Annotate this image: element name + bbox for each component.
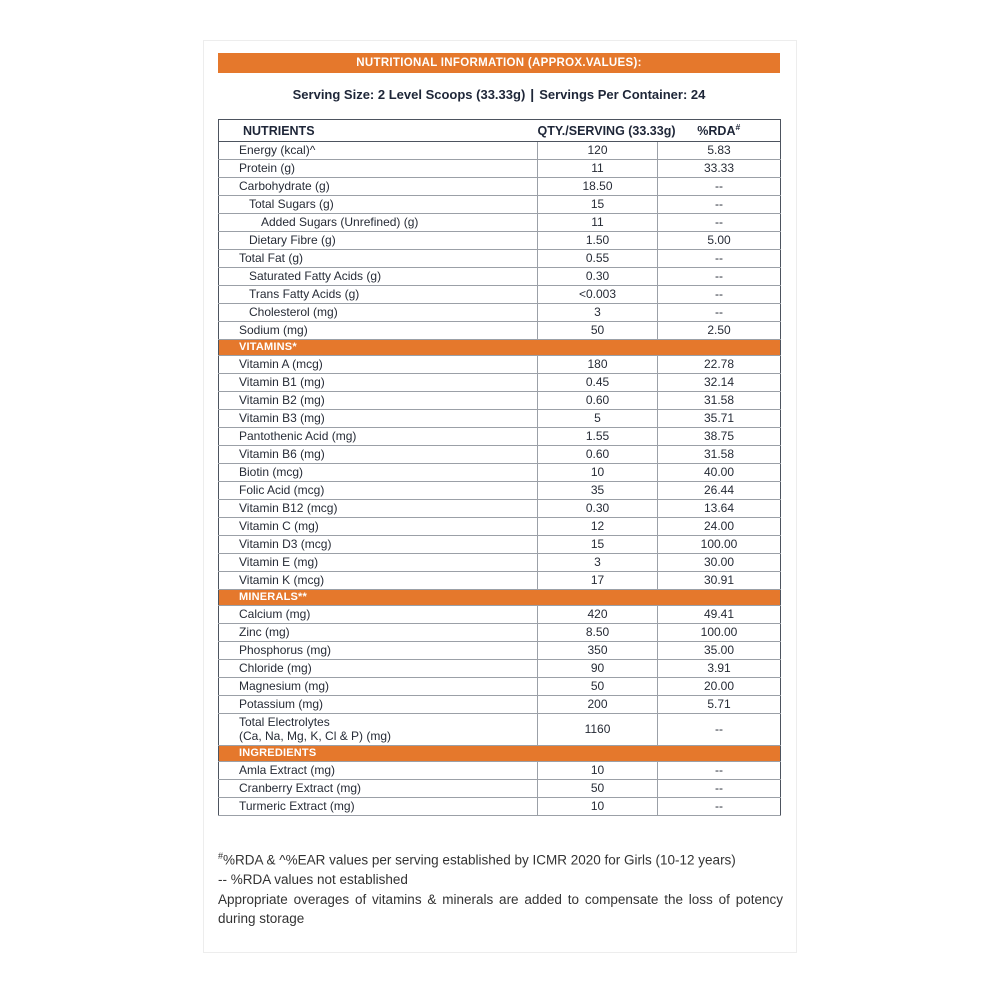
table-row (219, 178, 781, 196)
nutrient-label: Vitamin B6 (mg) (219, 446, 538, 464)
table-row (219, 536, 781, 554)
qty-value: 3 (538, 304, 658, 322)
rda-value: 31.58 (658, 446, 781, 464)
nutrient-label: Sodium (mg) (219, 322, 538, 340)
rda-value: 26.44 (658, 482, 781, 500)
rda-value: 5.83 (658, 142, 781, 160)
qty-value: 50 (538, 322, 658, 340)
nutrient-label: Phosphorus (mg) (219, 642, 538, 660)
nutrient-label: Vitamin B2 (mg) (219, 392, 538, 410)
column-header-qty-serving: QTY./SERVING (33.33g) (538, 120, 658, 142)
rda-value: 40.00 (658, 464, 781, 482)
qty-value: 10 (538, 464, 658, 482)
table-row (219, 714, 781, 746)
qty-value: 11 (538, 160, 658, 178)
qty-value: 0.55 (538, 250, 658, 268)
qty-value: 18.50 (538, 178, 658, 196)
rda-value: 2.50 (658, 322, 781, 340)
nutrient-label: Trans Fatty Acids (g) (219, 286, 538, 304)
nutrient-label: Total Fat (g) (219, 250, 538, 268)
qty-value: 0.60 (538, 446, 658, 464)
table-row (219, 304, 781, 322)
rda-value: -- (658, 178, 781, 196)
qty-value: 17 (538, 572, 658, 590)
rda-value: -- (658, 196, 781, 214)
nutrient-label: Vitamin K (mcg) (219, 572, 538, 590)
table-row (219, 696, 781, 714)
rda-value: -- (658, 286, 781, 304)
table-row (219, 322, 781, 340)
nutrient-label: Vitamin E (mg) (219, 554, 538, 572)
nutrient-label: Chloride (mg) (219, 660, 538, 678)
rda-value: 30.91 (658, 572, 781, 590)
table-row (219, 518, 781, 536)
qty-value: 0.30 (538, 500, 658, 518)
nutrient-label: Vitamin D3 (mcg) (219, 536, 538, 554)
rda-value: 100.00 (658, 536, 781, 554)
rda-value: -- (658, 780, 781, 798)
label-card (203, 40, 797, 953)
section-header-vitamins (219, 340, 781, 356)
table-row (219, 554, 781, 572)
rda-value: 5.00 (658, 232, 781, 250)
table-row (219, 392, 781, 410)
rda-value: -- (658, 214, 781, 232)
qty-value: 0.45 (538, 374, 658, 392)
table-row (219, 250, 781, 268)
rda-value: 35.71 (658, 410, 781, 428)
nutrient-label: Cholesterol (mg) (219, 304, 538, 322)
nutrient-label: Vitamin B3 (mg) (219, 410, 538, 428)
nutrient-label: Cranberry Extract (mg) (219, 780, 538, 798)
table-row (219, 624, 781, 642)
table-row (219, 446, 781, 464)
qty-value: 11 (538, 214, 658, 232)
section-header-label: INGREDIENTS (219, 746, 781, 762)
rda-value: -- (658, 250, 781, 268)
rda-value: -- (658, 304, 781, 322)
section-header-ingredients (219, 746, 781, 762)
nutrient-label: Pantothenic Acid (mg) (219, 428, 538, 446)
nutrient-label: Potassium (mg) (219, 696, 538, 714)
rda-value: 5.71 (658, 696, 781, 714)
nutrient-label: Protein (g) (219, 160, 538, 178)
rda-value: -- (658, 762, 781, 780)
column-header-rda: %RDA# (658, 120, 781, 142)
table-row (219, 374, 781, 392)
qty-value: 1160 (538, 714, 658, 746)
serving-size-text: Serving Size: 2 Level Scoops (33.33g) (292, 87, 526, 102)
table-row (219, 214, 781, 232)
qty-value: 90 (538, 660, 658, 678)
qty-value: 420 (538, 606, 658, 624)
table-row (219, 160, 781, 178)
rda-value: 13.64 (658, 500, 781, 518)
table-row (219, 428, 781, 446)
qty-value: 10 (538, 762, 658, 780)
footnote: Appropriate overages of vitamins & minerals are added to compensate the loss of potency during storage (218, 891, 783, 926)
rda-value: -- (658, 268, 781, 286)
footnote: -- %RDA values not established (218, 872, 408, 887)
nutrition-table (218, 119, 781, 816)
rda-value: 22.78 (658, 356, 781, 374)
qty-value: <0.003 (538, 286, 658, 304)
nutrient-label: Biotin (mcg) (219, 464, 538, 482)
nutrient-label: Turmeric Extract (mg) (219, 798, 538, 816)
nutrient-label: Vitamin B1 (mg) (219, 374, 538, 392)
qty-value: 200 (538, 696, 658, 714)
qty-value: 10 (538, 798, 658, 816)
rda-value: 20.00 (658, 678, 781, 696)
qty-value: 1.55 (538, 428, 658, 446)
table-row (219, 780, 781, 798)
rda-value: 35.00 (658, 642, 781, 660)
table-row (219, 678, 781, 696)
qty-value: 1.50 (538, 232, 658, 250)
section-header-label: VITAMINS* (219, 340, 781, 356)
qty-value: 3 (538, 554, 658, 572)
rda-value: 31.58 (658, 392, 781, 410)
table-row (219, 268, 781, 286)
nutrient-label: Energy (kcal)^ (219, 142, 538, 160)
nutrient-label: Vitamin A (mcg) (219, 356, 538, 374)
qty-value: 120 (538, 142, 658, 160)
table-row (219, 606, 781, 624)
qty-value: 15 (538, 196, 658, 214)
qty-value: 50 (538, 780, 658, 798)
table-row (219, 464, 781, 482)
nutrient-label: Total Sugars (g) (219, 196, 538, 214)
section-header-label: MINERALS** (219, 590, 781, 606)
rda-value: 38.75 (658, 428, 781, 446)
rda-value: 3.91 (658, 660, 781, 678)
nutrient-label: Vitamin B12 (mcg) (219, 500, 538, 518)
nutrient-label: Total Electrolytes (Ca, Na, Mg, K, Cl & P) (mg) (219, 714, 538, 746)
nutrient-label: Amla Extract (mg) (219, 762, 538, 780)
footnote-superscript: # (218, 851, 224, 861)
nutrient-label: Dietary Fibre (g) (219, 232, 538, 250)
qty-value: 350 (538, 642, 658, 660)
table-row (219, 762, 781, 780)
nutrient-label: Calcium (mg) (219, 606, 538, 624)
table-header-row (219, 120, 781, 142)
serving-separator: | (530, 86, 535, 102)
table-row (219, 642, 781, 660)
table-row (219, 660, 781, 678)
rda-value: 30.00 (658, 554, 781, 572)
qty-value: 0.30 (538, 268, 658, 286)
servings-per-container-text: Servings Per Container: 24 (539, 87, 706, 102)
nutrient-label: Magnesium (mg) (219, 678, 538, 696)
section-header-minerals (219, 590, 781, 606)
rda-value: 33.33 (658, 160, 781, 178)
rda-value: 32.14 (658, 374, 781, 392)
rda-value: -- (658, 714, 781, 746)
qty-value: 35 (538, 482, 658, 500)
table-row (219, 482, 781, 500)
nutrient-label: Saturated Fatty Acids (g) (219, 268, 538, 286)
nutrient-label: Zinc (mg) (219, 624, 538, 642)
table-row (219, 142, 781, 160)
rda-value: 49.41 (658, 606, 781, 624)
table-row (219, 500, 781, 518)
nutrient-label: Vitamin C (mg) (219, 518, 538, 536)
table-row (219, 572, 781, 590)
qty-value: 12 (538, 518, 658, 536)
page-title: NUTRITIONAL INFORMATION (APPROX.VALUES): (356, 57, 642, 69)
qty-value: 180 (538, 356, 658, 374)
rda-value: -- (658, 798, 781, 816)
table-row (219, 196, 781, 214)
column-header-nutrients: NUTRIENTS (219, 120, 538, 142)
footnotes (218, 847, 783, 929)
rda-value: 24.00 (658, 518, 781, 536)
qty-value: 15 (538, 536, 658, 554)
table-row (219, 410, 781, 428)
table-row (219, 286, 781, 304)
rda-value: 100.00 (658, 624, 781, 642)
qty-value: 8.50 (538, 624, 658, 642)
table-row (219, 232, 781, 250)
serving-info (218, 86, 780, 102)
qty-value: 50 (538, 678, 658, 696)
title-bar (218, 53, 780, 73)
table-row (219, 356, 781, 374)
nutrient-label: Carbohydrate (g) (219, 178, 538, 196)
nutrient-label: Folic Acid (mcg) (219, 482, 538, 500)
table-row (219, 798, 781, 816)
qty-value: 5 (538, 410, 658, 428)
footnote: #%RDA & ^%EAR values per serving established by ICMR 2020 for Girls (10-12 years) (218, 851, 736, 868)
qty-value: 0.60 (538, 392, 658, 410)
nutrient-label: Added Sugars (Unrefined) (g) (219, 214, 538, 232)
